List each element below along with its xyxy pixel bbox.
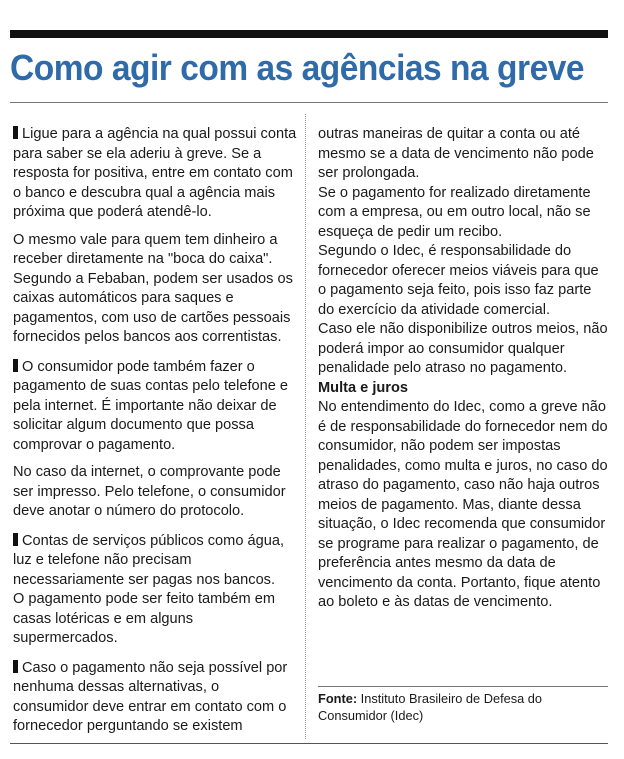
top-rule-bar (10, 30, 608, 38)
bottom-rule (10, 743, 608, 744)
right-paragraph-5: No entendimento do Idec, como a greve não é de responsabilidade do fornecedor nem do consumidor, não podem ser impostas penalidades, como multa e juros, no caso do atraso do pagamento, caso não haja outros meios de pagamento. Mas, diante dessa situação, o Idec recomenda que consumidor se programe para realizar o pagamento, de preferência antes mesmo da data de vencimento da conta. Portanto, fique atento ao boleto e às datas de vencimento. (318, 399, 608, 610)
source-credit (318, 690, 608, 724)
bullet-marker (13, 126, 18, 139)
bullet-marker (13, 533, 18, 546)
title-divider (10, 102, 608, 103)
bullet-marker (13, 660, 18, 673)
left-paragraph-2: O mesmo vale para quem tem dinheiro a receber diretamente na "boca do caixa". Segundo a Febaban, podem ser usados os caixas automáticos para saques e pagamentos, com uso de cartões pessoais fornecidos pelos bancos aos correntistas. (13, 231, 293, 345)
right-paragraph-2: Se o pagamento for realizado diretamente com a empresa, ou em outro local, não se esqueça de pedir um recibo. (318, 184, 591, 240)
left-column (13, 125, 297, 737)
right-paragraph-1: outras maneiras de quitar a conta ou até mesmo se a data de vencimento não pode ser prolongada. (318, 126, 594, 181)
right-paragraph-4: Caso ele não disponibilize outros meios, não poderá impor ao consumidor qualquer penalidade pelo atraso no pagamento. (318, 321, 608, 376)
source-text: Instituto Brasileiro de Defesa do Consumidor (Idec) (318, 691, 543, 723)
bullet-marker (13, 359, 18, 372)
right-column (318, 125, 608, 613)
right-paragraph-3: Segundo o Idec, é responsabilidade do fornecedor oferecer meios viáveis para que o pagamento seja feito, pois isso faz parte do exercício da atividade comercial. (318, 243, 599, 318)
left-paragraph-4: No caso da internet, o comprovante pode ser impresso. Pelo telefone, o consumidor deve anotar o número do protocolo. (13, 464, 286, 519)
subheading-multa-e-juros: Multa e juros (318, 379, 409, 396)
source-label: Fonte: (318, 691, 358, 706)
left-paragraph-6: O pagamento pode ser feito também em casas lotéricas e em alguns supermercados. (13, 591, 276, 646)
left-paragraph-3: O consumidor pode também fazer o pagamento de suas contas pelo telefone e pela internet. É importante não deixar de solicitar algum documento que possa comprovar o pagamento. (13, 358, 289, 453)
source-divider (318, 686, 608, 687)
left-paragraph-7: Caso o pagamento não seja possível por nenhuma dessas alternativas, o consumidor deve entrar em contato com o fornecedor perguntando se existem (13, 659, 288, 734)
left-paragraph-1: Ligue para a agência na qual possui conta para saber se ela aderiu à greve. Se a resposta for positiva, entre em contato com o banco e descubra qual a agência mais próxima que poderá atendê-lo. (13, 126, 297, 220)
left-paragraph-5: Contas de serviços públicos como água, luz e telefone não precisam necessariamente ser pagas nos bancos. (13, 532, 285, 588)
column-divider (305, 114, 306, 739)
article-title: Como agir com as agências na greve (10, 47, 585, 88)
